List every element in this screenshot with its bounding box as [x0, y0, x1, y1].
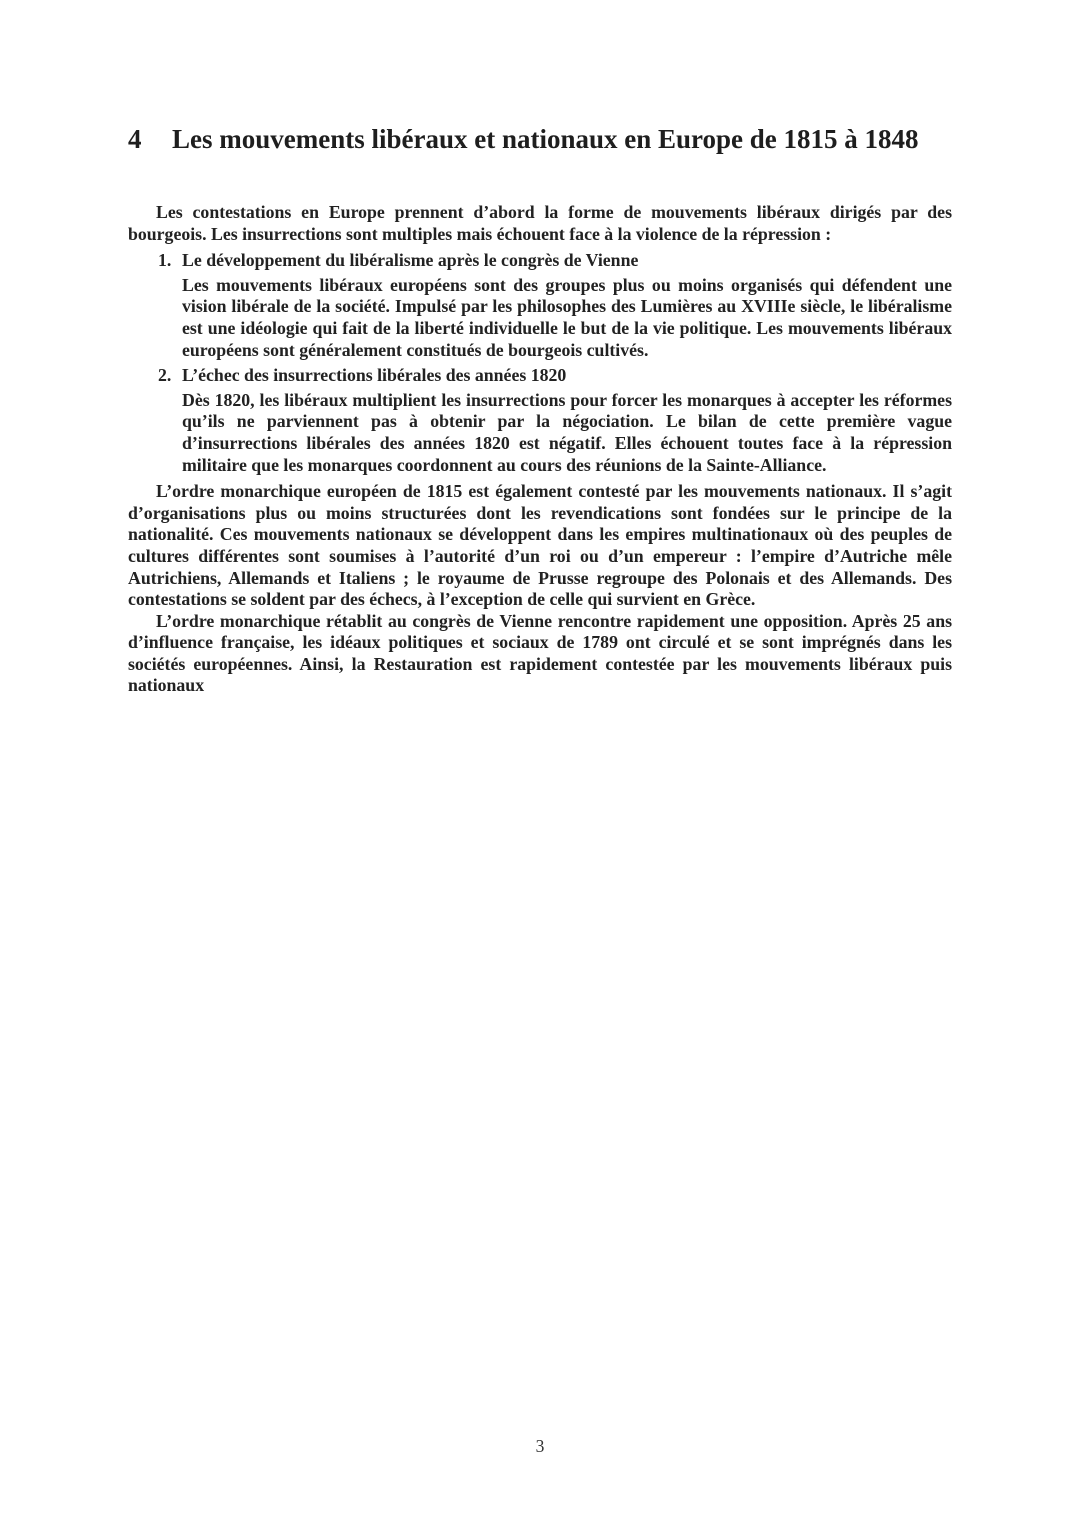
list-item-title: Le développement du libéralisme après le congrès de Vienne — [182, 250, 639, 271]
list-item-body: Dès 1820, les libéraux multiplient les insurrections pour forcer les monarques à accepter les réformes qu’ils ne parviennent pas à obtenir par la négociation. Le bilan de cette première vague d’insurrections libérales des années 1820 est négatif. Elles échouent toutes face à la répression militaire que les monarques coordonnent au cours des réunions de la Sainte-Alliance. — [182, 389, 952, 475]
list-item-number: 1. — [158, 250, 172, 271]
body-paragraph: L’ordre monarchique européen de 1815 est également contesté par les mouvements nationaux. Il s’agit d’organisations plus ou moins structurées dont les revendications sont fondées sur le principe de la nationalité. Ces mouvements nationaux se développent dans les empires multinationaux où des peuples de cultures différentes sont soumises à l’autorité d’un roi ou d’un empereur : l’empire d’Autriche mêle Autrichiens, Allemands et Italiens ; le royaume de Prusse regroupe des Polonais et des Allemands. Des contestations se soldent par des échecs, à l’exception de celle qui survient en Grèce. — [128, 481, 952, 610]
list-item-body: Les mouvements libéraux européens sont des groupes plus ou moins organisés qui défendent une vision libérale de la société. Impulsé par les philosophes des Lumières au XVIIIe siècle, le libéralisme est une idéologie qui fait de la liberté individuelle le but de la vie politique. Les mouvements libéraux européens sont généralement constitués de bourgeois cultivés. — [182, 274, 952, 360]
enumerated-list — [128, 250, 952, 476]
intro-paragraph: Les contestations en Europe prennent d’abord la forme de mouvements libéraux dirigés par des bourgeois. Les insurrections sont multiples mais échouent face à la violence de la répression : — [128, 202, 952, 244]
section-title: Les mouvements libéraux et nationaux en Europe de 1815 à 1848 — [172, 124, 919, 154]
list-item — [128, 250, 952, 361]
page-number: 3 — [535, 1436, 545, 1456]
list-item-title: L’échec des insurrections libérales des années 1820 — [182, 365, 567, 386]
list-item — [128, 365, 952, 476]
section-number: 4 — [128, 124, 142, 154]
list-item-number: 2. — [158, 365, 172, 386]
section-body — [128, 202, 952, 697]
body-paragraph: L’ordre monarchique rétablit au congrès de Vienne rencontre rapidement une opposition. Après 25 ans d’influence française, les idéaux politiques et sociaux de 1789 ont circulé et se sont imprégnés dans les sociétés européennes. Ainsi, la Restauration est rapidement contestée par les mouvements libéraux puis nationaux — [128, 610, 952, 696]
section-heading — [128, 123, 952, 156]
